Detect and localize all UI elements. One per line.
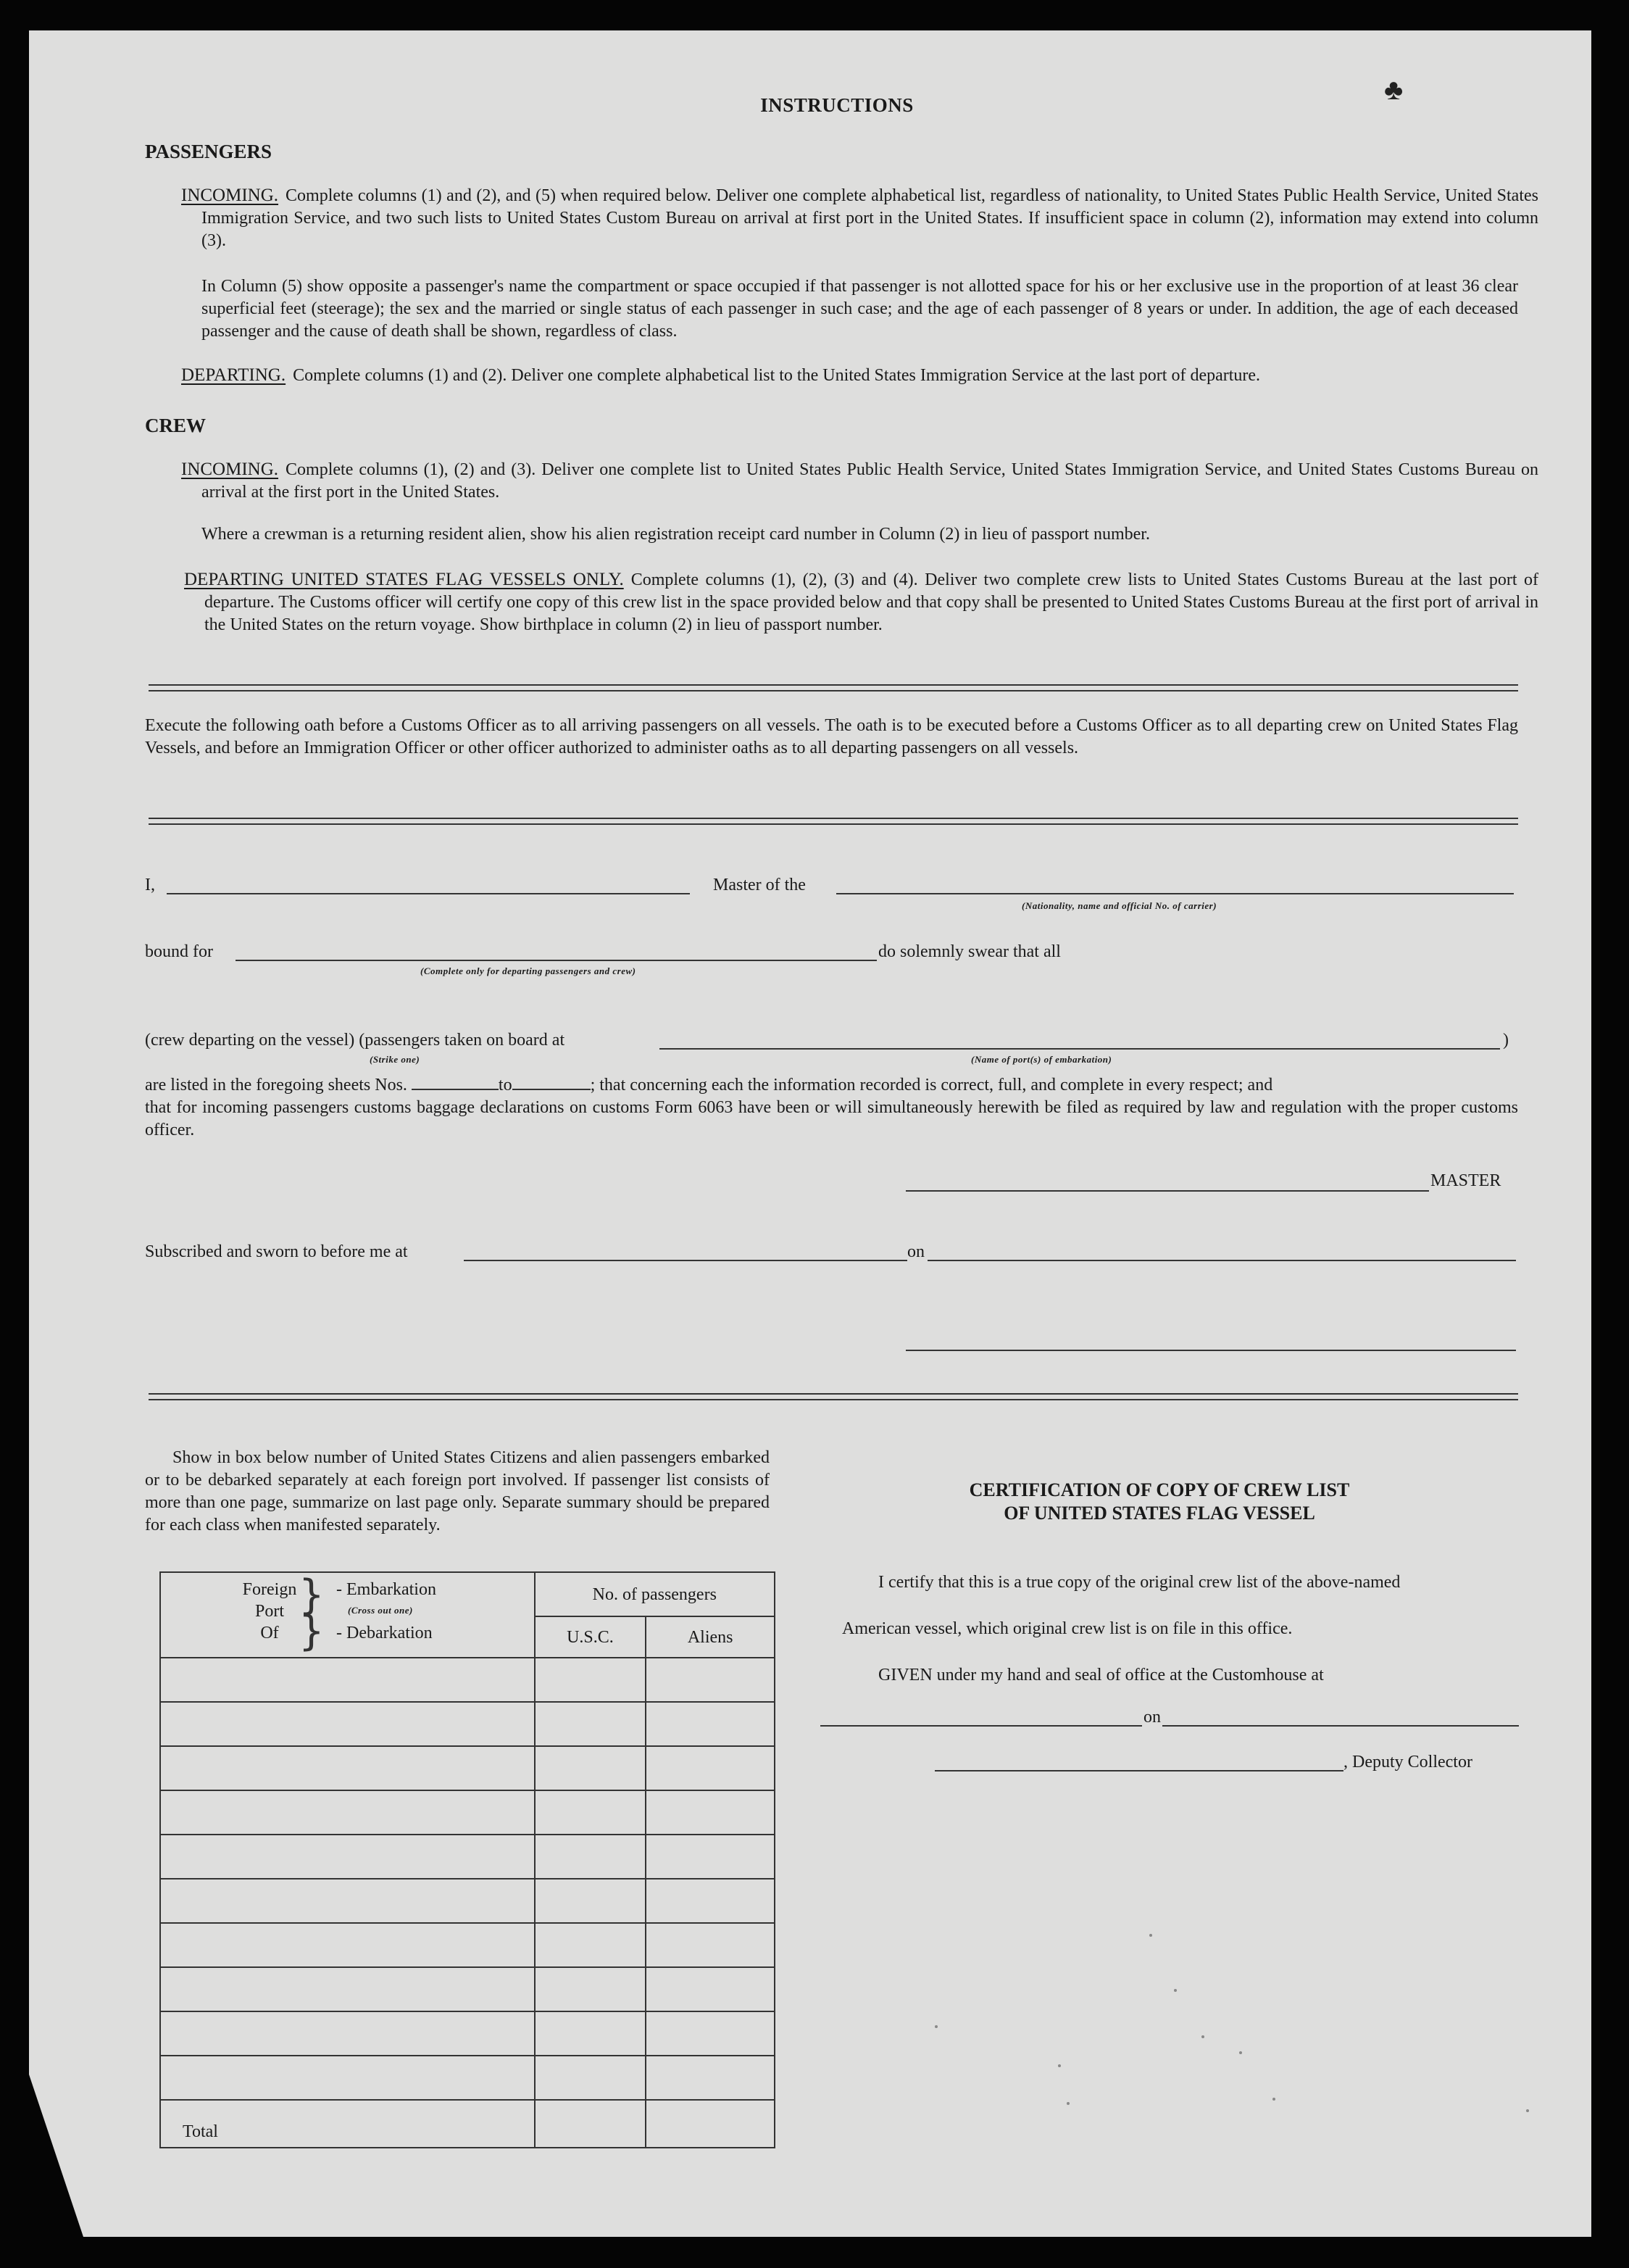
- passengers-count-header: No. of passengers: [535, 1572, 775, 1616]
- aliens-cell[interactable]: [646, 1702, 775, 1746]
- listed-continuation: that for incoming passengers customs baggage declarations on customs Form 6063 have been or will simultaneously herewith be filed as required by law and regulation with the proper customs officer.: [145, 1098, 1518, 1139]
- of-label: Of: [260, 1624, 279, 1642]
- crew-resident-paragraph: Where a crewman is a returning resident alien, show his alien registration receipt card number in Column (2) in lieu of passport number.: [201, 525, 1150, 544]
- aliens-cell[interactable]: [646, 2011, 775, 2056]
- folded-corner: [29, 2074, 83, 2237]
- usc-cell[interactable]: [535, 1746, 646, 1790]
- bound-for-label: bound for: [145, 942, 213, 961]
- port-header-cell: [160, 1572, 535, 1658]
- usc-cell[interactable]: [535, 2056, 646, 2100]
- passengers-departing-paragraph: [181, 364, 1518, 387]
- bound-caption: (Complete only for departing passengers and crew): [420, 965, 636, 976]
- speck: [935, 2025, 938, 2028]
- crew-departing-paragraph: [184, 568, 1538, 636]
- close-paren: ): [1503, 1031, 1509, 1050]
- deputy-collector-signature-field[interactable]: [935, 1770, 1343, 1771]
- aliens-cell[interactable]: [646, 1658, 775, 1702]
- passengers-departing-text: Complete columns (1) and (2). Deliver one complete alphabetical list to the United States Immigration Service at the last port of departure.: [293, 366, 1261, 385]
- crew-incoming-text: Complete columns (1), (2) and (3). Deliver one complete list to United States Public Health Service, United States Immigration Service, and United States Customs Bureau on arrival at the first port in the United States.: [201, 460, 1538, 502]
- sworn-on-label: on: [907, 1242, 925, 1261]
- usc-cell[interactable]: [535, 1702, 646, 1746]
- listed-text: ; that concerning each the information recorded is correct, full, and complete in every respect; and: [590, 1076, 1273, 1094]
- customhouse-field[interactable]: [820, 1725, 1142, 1727]
- usc-cell[interactable]: [535, 1879, 646, 1923]
- oath-instructions: Execute the following oath before a Customs Officer as to all arriving passengers on all vessels. The oath is to be executed before a Customs Officer as to all departing crew on United States Flag Vessels, and before an Immigration Officer or other officer authorized to administer oaths as to all departing passengers on all vessels.: [145, 716, 1518, 757]
- brace-icon: }: [299, 1608, 325, 1655]
- brace-icon: }: [299, 1571, 325, 1619]
- summary-instructions: Show in box below number of United States Citizens and alien passengers embarked or to be debarked separately at each foreign port involved. If passenger list consists of more than one page, summarize on last page only. Separate summary should be prepared for each class when manifested separately.: [145, 1448, 770, 1534]
- form-page: [29, 30, 1591, 2237]
- column5-paragraph: In Column (5) show opposite a passenger's name the compartment or space occupied if that passenger is not allotted space for his or her exclusive use in the proportion of at least 36 clear superficial feet (steerage); the sex and the married or single status of each passenger in such case; and the age of each passenger of 8 years or under. In addition, the age of each deceased passenger and the cause of death shall be shown, regardless of class.: [201, 277, 1518, 341]
- subscribed-label: Subscribed and sworn to before me at: [145, 1242, 408, 1261]
- certification-line3: GIVEN under my hand and seal of office at the Customhouse at: [878, 1666, 1324, 1685]
- sheet-to-field[interactable]: [512, 1074, 591, 1090]
- speck: [1526, 2109, 1529, 2112]
- aliens-cell[interactable]: [646, 1967, 775, 2011]
- master-of-label: Master of the: [713, 876, 806, 894]
- embarkation-label: - Embarkation: [336, 1580, 436, 1599]
- speck: [1239, 2051, 1242, 2054]
- aliens-total-cell[interactable]: [646, 2100, 775, 2148]
- nationality-caption: (Nationality, name and official No. of carrier): [1022, 900, 1217, 911]
- passengers-incoming-paragraph: [181, 184, 1538, 252]
- port-cell[interactable]: [160, 1790, 535, 1835]
- port-cell[interactable]: [160, 1879, 535, 1923]
- usc-cell[interactable]: [535, 2011, 646, 2056]
- listed-line: [145, 1074, 1518, 1096]
- foreign-label: Foreign: [242, 1580, 297, 1599]
- bound-for-field[interactable]: [236, 960, 877, 961]
- port-cell[interactable]: [160, 1923, 535, 1967]
- port-cell[interactable]: [160, 2011, 535, 2056]
- sheet-from-field[interactable]: [412, 1074, 499, 1090]
- crew-heading: CREW: [145, 415, 207, 436]
- aliens-cell[interactable]: [646, 1746, 775, 1790]
- passengers-heading: PASSENGERS: [145, 141, 272, 162]
- section-divider: [149, 684, 1518, 691]
- usc-header: U.S.C.: [535, 1616, 646, 1658]
- passenger-summary-table: [159, 1571, 775, 2148]
- certification-title: [841, 1479, 1478, 1525]
- listed-prefix: are listed in the foregoing sheets Nos.: [145, 1076, 407, 1094]
- master-label: MASTER: [1430, 1171, 1501, 1190]
- sworn-date-field[interactable]: [928, 1260, 1516, 1261]
- certification-title-line2: OF UNITED STATES FLAG VESSEL: [1004, 1503, 1315, 1524]
- port-cell[interactable]: [160, 1835, 535, 1879]
- speck: [1201, 2035, 1204, 2038]
- page-title: INSTRUCTIONS: [760, 94, 914, 116]
- debarkation-label: - Debarkation: [336, 1624, 433, 1642]
- passengers-incoming-label: INCOMING.: [181, 186, 279, 205]
- master-signature-field[interactable]: [906, 1190, 1429, 1192]
- usc-cell[interactable]: [535, 1923, 646, 1967]
- port-cell[interactable]: [160, 1967, 535, 2011]
- certification-title-line1: CERTIFICATION OF COPY OF CREW LIST: [969, 1479, 1350, 1500]
- ports-of-embarkation-field[interactable]: [659, 1048, 1500, 1050]
- port-cell[interactable]: [160, 1658, 535, 1702]
- strike-one-text: (crew departing on the vessel) (passengers taken on board at: [145, 1031, 565, 1050]
- crew-incoming-label: INCOMING.: [181, 460, 279, 479]
- ports-caption: (Name of port(s) of embarkation): [971, 1054, 1112, 1065]
- speck: [1174, 1989, 1177, 1992]
- total-label: Total: [183, 2122, 218, 2141]
- to-label: to: [498, 1076, 512, 1094]
- crew-departing-label: DEPARTING UNITED STATES FLAG VESSELS ONLY.: [184, 570, 624, 589]
- usc-cell[interactable]: [535, 1835, 646, 1879]
- aliens-cell[interactable]: [646, 1923, 775, 1967]
- usc-cell[interactable]: [535, 1790, 646, 1835]
- master-name-field[interactable]: [167, 893, 690, 894]
- aliens-cell[interactable]: [646, 1790, 775, 1835]
- speck: [1067, 2102, 1070, 2105]
- aliens-cell[interactable]: [646, 1835, 775, 1879]
- speck: [1058, 2064, 1061, 2067]
- certification-line2: American vessel, which original crew list is on file in this office.: [842, 1619, 1293, 1638]
- speck: [1149, 1934, 1152, 1937]
- cross-out-caption: (Cross out one): [348, 1605, 413, 1616]
- usc-cell[interactable]: [535, 1658, 646, 1702]
- deputy-collector-label: , Deputy Collector: [1343, 1753, 1472, 1771]
- aliens-cell[interactable]: [646, 2056, 775, 2100]
- oath-i-label: I,: [145, 876, 155, 894]
- port-cell[interactable]: [160, 2056, 535, 2100]
- crew-incoming-paragraph: [181, 458, 1538, 504]
- speck: [1272, 2098, 1275, 2101]
- port-cell[interactable]: [160, 1746, 535, 1790]
- certification-line1: I certify that this is a true copy of the original crew list of the above-named: [878, 1573, 1401, 1592]
- vessel-nationality-field[interactable]: [836, 893, 1514, 894]
- punch-mark-icon: ♣: [1384, 73, 1404, 106]
- certification-date-field[interactable]: [1162, 1725, 1519, 1727]
- swear-text: do solemnly swear that all: [878, 942, 1061, 961]
- certification-on-label: on: [1143, 1708, 1161, 1727]
- usc-total-cell[interactable]: [535, 2100, 646, 2148]
- sworn-place-field[interactable]: [464, 1260, 907, 1261]
- aliens-cell[interactable]: [646, 1879, 775, 1923]
- usc-cell[interactable]: [535, 1967, 646, 2011]
- officer-signature-field[interactable]: [906, 1350, 1516, 1351]
- passengers-incoming-text: Complete columns (1) and (2), and (5) when required below. Deliver one complete alphabetical list, regardless of nationality, to United States Public Health Service, United States Immigration Service, and two such lists to United States Custom Bureau on arrival at first port in the United States. If insufficient space in column (2), information may extend into column (3).: [201, 186, 1538, 250]
- total-label-cell: [160, 2100, 535, 2148]
- crew-departing-text: Complete columns (1), (2), (3) and (4). Deliver two complete crew lists to United States Customs Bureau at the last port of departure. The Customs officer will certify one copy of this crew list in the space provided below and that copy shall be presented to United States Customs Bureau at the first port of arrival in the United States on the return voyage. Show birthplace in column (2) in lieu of passport number.: [204, 570, 1538, 634]
- passengers-departing-label: DEPARTING.: [181, 365, 286, 385]
- section-divider: [149, 818, 1518, 825]
- port-cell[interactable]: [160, 1702, 535, 1746]
- strike-caption: (Strike one): [370, 1054, 420, 1065]
- aliens-header: Aliens: [646, 1616, 775, 1658]
- port-label: Port: [254, 1602, 284, 1621]
- section-divider: [149, 1393, 1518, 1400]
